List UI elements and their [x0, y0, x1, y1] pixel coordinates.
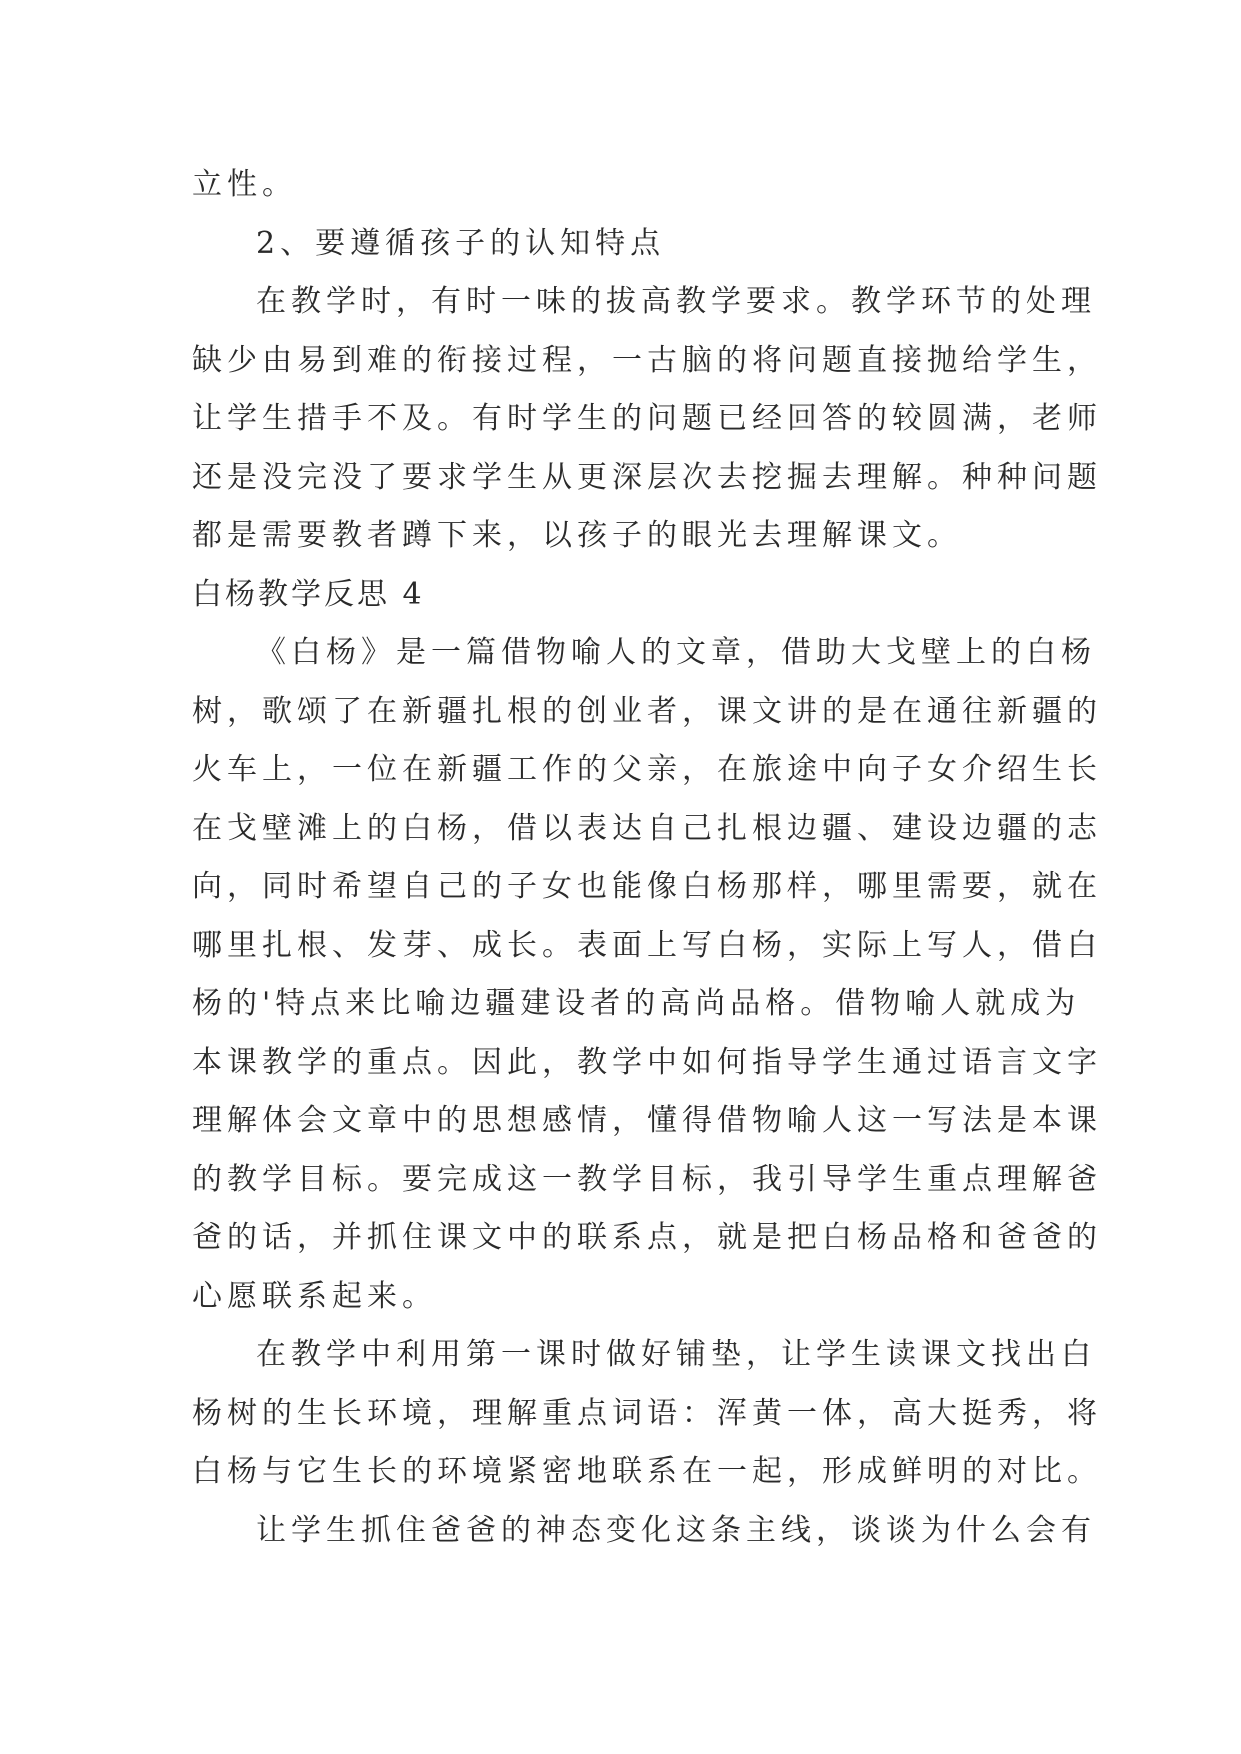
- text-line: 向，同时希望自己的子女也能像白杨那样，哪里需要，就在: [192, 869, 1102, 904]
- text-line: 在教学中利用第一课时做好铺垫，让学生读课文找出白: [256, 1337, 1096, 1372]
- text-line: 火车上，一位在新疆工作的父亲，在旅途中向子女介绍生长: [192, 752, 1102, 787]
- text-line: 本课教学的重点。因此，教学中如何指导学生通过语言文字: [192, 1044, 1102, 1080]
- text-line: 哪里扎根、发芽、成长。表面上写白杨，实际上写人，借白: [192, 927, 1102, 963]
- text-line: 在教学时，有时一味的拔高教学要求。教学环节的处理: [256, 284, 1096, 319]
- text-line: 都是需要教者蹲下来，以孩子的眼光去理解课文。: [192, 518, 962, 553]
- text-line: 让学生措手不及。有时学生的问题已经回答的较圆满，老师: [192, 401, 1102, 436]
- text-line: 在戈壁滩上的白杨，借以表达自己扎根边疆、建设边疆的志: [192, 810, 1102, 846]
- text-line: 白杨与它生长的环境紧密地联系在一起，形成鲜明的对比。: [192, 1454, 1102, 1489]
- text-line: 立性。: [192, 167, 297, 202]
- section-heading: 白杨教学反思 4: [192, 576, 425, 612]
- text-line: 2、要遵循孩子的认知特点: [256, 225, 666, 261]
- text-line: 心愿联系起来。: [192, 1278, 437, 1314]
- text-line: 理解体会文章中的思想感情，懂得借物喻人这一写法是本课: [192, 1103, 1102, 1138]
- text-line: 还是没完没了要求学生从更深层次去挖掘去理解。种种问题: [192, 459, 1102, 495]
- text-line: 杨树的生长环境，理解重点词语：浑黄一体，高大挺秀，将: [192, 1395, 1102, 1431]
- text-line: 杨的'特点来比喻边疆建设者的高尚品格。借物喻人就成为: [192, 986, 1081, 1021]
- text-line: 爸的话，并抓住课文中的联系点，就是把白杨品格和爸爸的: [192, 1220, 1102, 1255]
- text-line: 的教学目标。要完成这一教学目标，我引导学生重点理解爸: [192, 1161, 1102, 1197]
- text-line: 让学生抓住爸爸的神态变化这条主线，谈谈为什么会有: [256, 1512, 1096, 1548]
- text-line: 树，歌颂了在新疆扎根的创业者，课文讲的是在通往新疆的: [192, 693, 1102, 729]
- text-line: 缺少由易到难的衔接过程，一古脑的将问题直接抛给学生，: [192, 342, 1102, 378]
- document-body: [192, 156, 1102, 1560]
- text-line: 《白杨》是一篇借物喻人的文章，借助大戈壁上的白杨: [256, 635, 1096, 670]
